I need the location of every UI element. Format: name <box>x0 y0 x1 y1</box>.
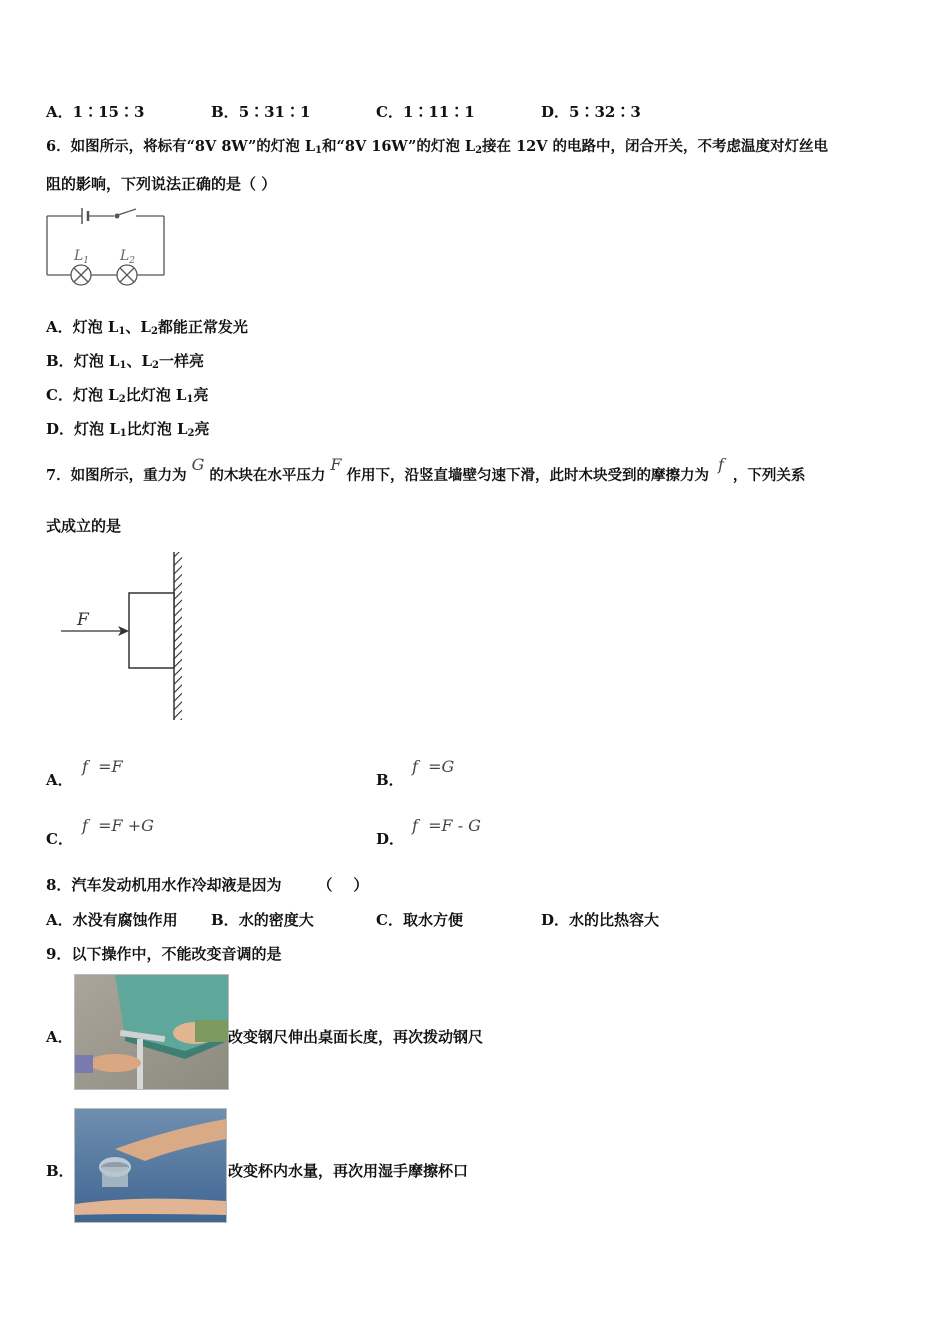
subscript: 2 <box>152 360 159 371</box>
q5-option-d <box>541 102 641 122</box>
q6-option-b <box>46 351 204 376</box>
force-label: F <box>77 610 89 630</box>
option-label: A． <box>46 318 73 336</box>
option-text: 灯泡 L <box>73 352 120 370</box>
option-text: 灯泡 L <box>74 420 120 438</box>
option-text: 水的密度大 <box>238 911 314 929</box>
q7-option-b <box>376 770 404 790</box>
q7-text-2: 的木块在水平压力 <box>209 467 326 484</box>
question-number: 6． <box>46 138 71 155</box>
question-number: 7． <box>46 467 71 484</box>
option-label: B． <box>211 911 239 929</box>
option-label: C． <box>46 830 73 848</box>
subscript: 2 <box>187 428 195 439</box>
q7-option-d <box>376 829 404 849</box>
option-text: 水没有腐蚀作用 <box>72 911 178 929</box>
q8-text: 汽车发动机用水作冷却液是因为 <box>71 876 282 894</box>
option-label: A． <box>46 911 73 929</box>
option-label: D． <box>541 911 570 929</box>
math-symbol-g: G <box>191 455 205 474</box>
q7-text-3: 作用下，沿竖直墙壁匀速下滑，此时木块受到的摩擦力为 <box>346 467 709 484</box>
math-symbol-f-force: F <box>330 455 342 474</box>
q8-option-a <box>46 910 178 930</box>
option-label: A． <box>46 103 73 121</box>
option-label: C． <box>376 911 403 929</box>
option-text: 亮 <box>193 386 209 404</box>
q7-option-a-formula: f =F <box>82 757 123 776</box>
q8-option-b <box>211 910 314 930</box>
question-number: 8． <box>46 876 72 894</box>
option-label: D． <box>541 103 570 121</box>
option-label: C． <box>46 386 73 404</box>
option-label: C． <box>376 103 403 121</box>
subscript: 1 <box>118 326 126 337</box>
q6-stem-line2: 阻的影响，下列说法正确的是（ ） <box>46 175 277 193</box>
q5-option-a <box>46 102 144 122</box>
q5-option-c <box>376 102 475 122</box>
q9-stem <box>46 944 281 964</box>
option-label: B． <box>46 352 74 370</box>
option-text: 比灯泡 L <box>125 386 187 404</box>
option-text: 一样亮 <box>158 352 204 370</box>
q9-option-b-label: B． <box>46 1162 74 1180</box>
subscript: 1 <box>186 394 194 405</box>
q6-stem-line1 <box>46 137 828 161</box>
q8-option-d <box>541 910 659 930</box>
option-label: D． <box>46 420 75 438</box>
force-diagram <box>55 548 195 724</box>
option-text: 灯泡 L <box>72 386 119 404</box>
option-text: 1∶11∶1 <box>402 103 475 121</box>
q9-option-b-text: 改变杯内水量，再次用湿手摩擦杯口 <box>228 1162 469 1180</box>
q6-option-a <box>46 317 248 342</box>
q8-option-c <box>376 910 463 930</box>
q9-option-a-text: 改变钢尺伸出桌面长度，再次拨动钢尺 <box>228 1028 484 1046</box>
option-text: 水的比热容大 <box>569 911 660 929</box>
q7-text-4: ，下列关系 <box>732 467 806 484</box>
q6-text-b: 和“8V 16W”的灯泡 L <box>322 138 476 155</box>
subscript: 1 <box>315 145 323 156</box>
option-text: 、L <box>125 318 151 336</box>
q6-text-a: 如图所示，将标有“8V 8W”的灯泡 L <box>70 138 316 155</box>
ruler-on-table-photo <box>74 974 229 1090</box>
subscript: 2 <box>118 394 126 405</box>
subscript: 1 <box>119 428 127 439</box>
option-text: 5∶32∶3 <box>569 103 641 121</box>
q7-option-d-formula: f =F - G <box>412 816 481 835</box>
q6-text-c: 接在 12V 的电路中，闭合开关，不考虑温度对灯丝电 <box>482 138 829 155</box>
q8-stem <box>46 875 368 895</box>
q7-stem-line1 <box>46 457 805 494</box>
answer-blank: （ ） <box>317 876 369 894</box>
option-label: D． <box>376 830 405 848</box>
q6-option-c <box>46 385 208 410</box>
option-text: 亮 <box>194 420 210 438</box>
subscript: 2 <box>150 326 158 337</box>
q7-option-a <box>46 770 73 790</box>
option-text: 5∶31∶1 <box>238 103 311 121</box>
q9-option-a-label: A． <box>46 1028 73 1046</box>
q7-option-c-formula: f =F +G <box>82 816 154 835</box>
option-label: B． <box>376 771 404 789</box>
option-text: 、L <box>126 352 152 370</box>
option-text: 都能正常发光 <box>157 318 248 336</box>
option-label: B． <box>211 103 239 121</box>
q7-stem-line2: 式成立的是 <box>46 517 122 535</box>
q7-text-1: 如图所示，重力为 <box>70 467 187 484</box>
glass-rubbing-photo <box>74 1108 227 1223</box>
circuit-label-l2: $L_2$ <box>120 248 136 266</box>
question-number: 9． <box>46 945 72 963</box>
q9-text: 以下操作中，不能改变音调的是 <box>71 945 282 963</box>
q5-option-b <box>211 102 310 122</box>
math-symbol-f-friction: f <box>717 455 724 474</box>
option-text: 取水方便 <box>402 911 463 929</box>
circuit-diagram <box>44 204 169 290</box>
q7-option-c <box>46 829 73 849</box>
option-text: 1∶15∶3 <box>72 103 145 121</box>
circuit-label-l1: $L_1$ <box>74 248 90 266</box>
q6-option-d <box>46 419 210 444</box>
subscript: 2 <box>475 145 483 156</box>
option-text: 灯泡 L <box>72 318 119 336</box>
option-label: A． <box>46 771 73 789</box>
subscript: 1 <box>119 360 127 371</box>
q7-option-b-formula: f =G <box>412 757 455 776</box>
option-text: 比灯泡 L <box>126 420 188 438</box>
